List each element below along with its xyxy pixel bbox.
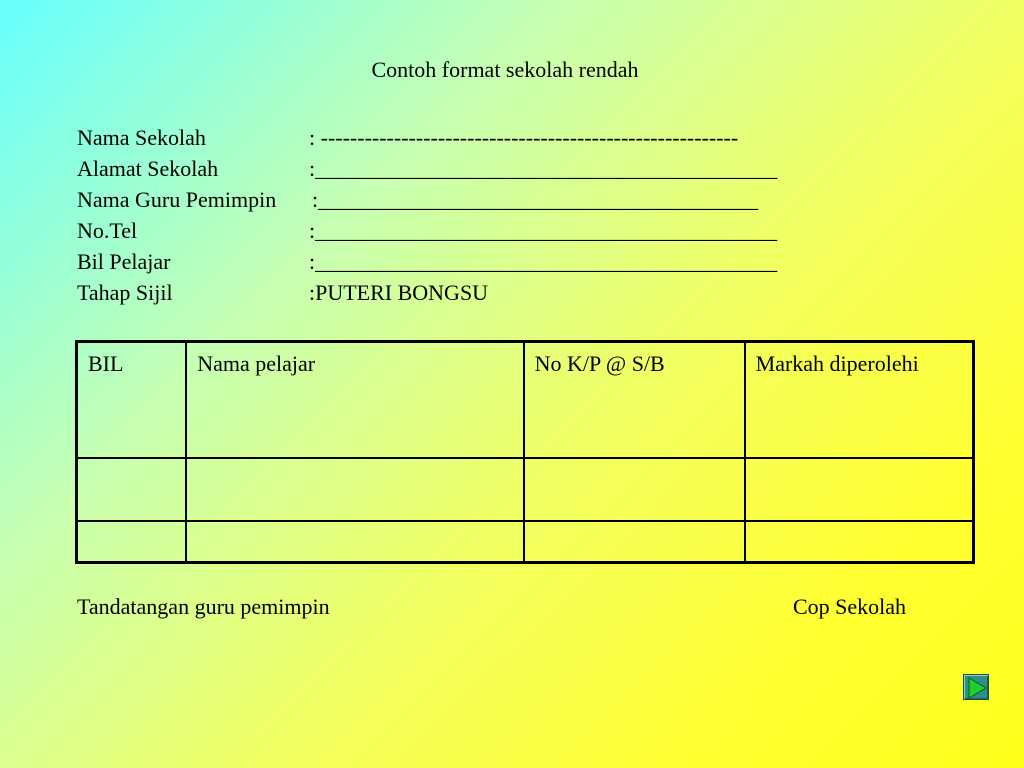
table-cell bbox=[745, 521, 974, 563]
field-value: :__________________________________________ bbox=[309, 249, 778, 274]
header-no-kp: No K/P @ S/B bbox=[524, 342, 745, 459]
page-title: Contoh format sekolah rendah bbox=[371, 57, 639, 82]
table-cell bbox=[186, 521, 523, 563]
table-row bbox=[77, 458, 974, 521]
play-right-icon bbox=[964, 675, 990, 701]
signature-label: Tandatangan guru pemimpin bbox=[77, 594, 330, 619]
table-cell bbox=[524, 521, 745, 563]
table-row bbox=[77, 521, 974, 563]
field-value: :__________________________________________ bbox=[309, 218, 778, 243]
field-label: No.Tel bbox=[77, 218, 138, 243]
field-value: :__________________________________________ bbox=[309, 156, 778, 181]
field-label: Alamat Sekolah bbox=[77, 156, 219, 181]
next-slide-button[interactable] bbox=[963, 674, 989, 700]
table-cell bbox=[77, 458, 187, 521]
table-cell bbox=[77, 521, 187, 563]
field-value: :________________________________________ bbox=[312, 187, 759, 212]
header-nama-pelajar: Nama pelajar bbox=[186, 342, 523, 459]
field-label: Nama Guru Pemimpin bbox=[77, 187, 277, 212]
field-label: Nama Sekolah bbox=[77, 125, 206, 150]
table-cell bbox=[186, 458, 523, 521]
school-stamp-label: Cop Sekolah bbox=[793, 594, 907, 619]
table-cell bbox=[745, 458, 974, 521]
field-label: Bil Pelajar bbox=[77, 249, 171, 274]
student-marks-table bbox=[75, 340, 975, 564]
field-value: :PUTERI BONGSU bbox=[309, 280, 489, 305]
field-label: Tahap Sijil bbox=[77, 280, 173, 305]
header-markah: Markah diperolehi bbox=[745, 342, 974, 459]
field-value: : --------------------------------------------------------- bbox=[309, 125, 739, 150]
table-cell bbox=[524, 458, 745, 521]
header-bil: BIL bbox=[77, 342, 187, 459]
table-header-row bbox=[77, 342, 974, 459]
